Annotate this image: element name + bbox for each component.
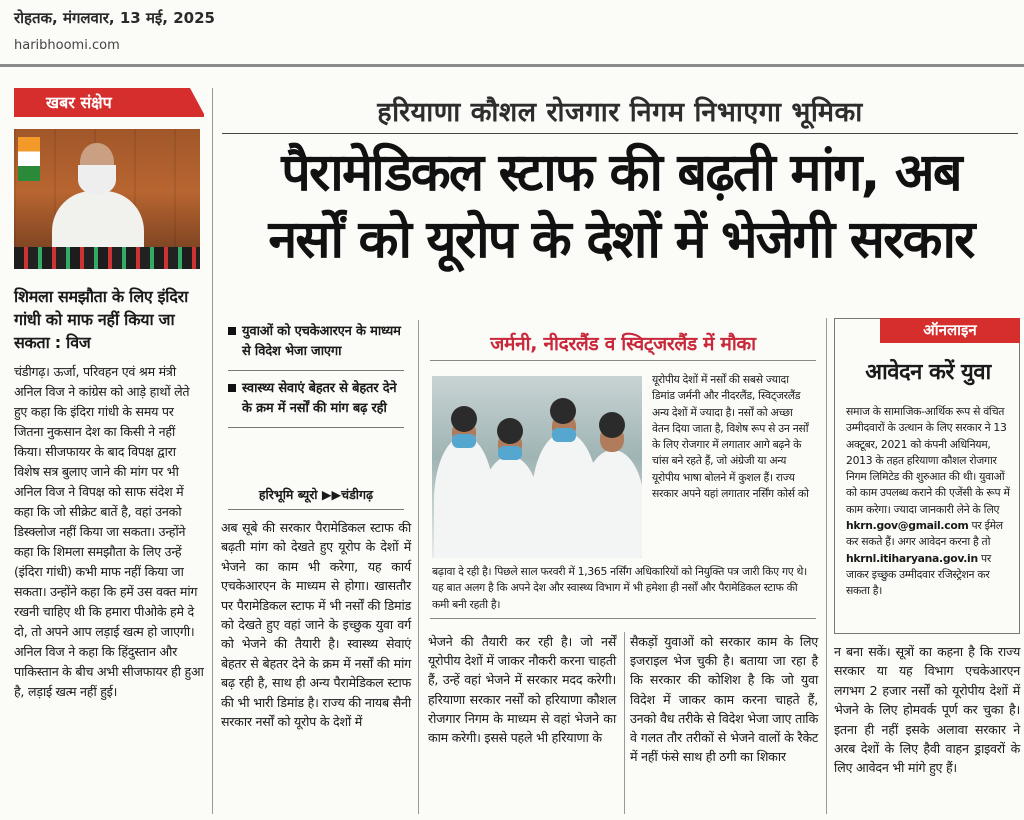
dateline: रोहतक, मंगलवार, 13 मई, 2025	[14, 9, 215, 27]
online-body-part: समाज के सामाजिक-आर्थिक रूप से वंचित उम्मीदवारों के उत्थान के लिए सरकार ने 13 अक्टूबर, 2021 को कंपनी अधिनियम, 2013 के तहत हरियाणा कौशल रोजगार निगम लिमिटेड की शुरुआत की थी। युवाओं को काम उपलब्ध कराने की एजेंसी के रूप में काम करेगा। ज्यादा जानकारी लेने के लिए	[846, 405, 1010, 516]
byline: हरिभूमि ब्यूरो ▶▶चंडीगढ़	[228, 486, 404, 510]
minister-photo	[14, 129, 200, 269]
website-link[interactable]: hkrnl.itiharyana.gov.in	[846, 551, 978, 565]
box-rule	[430, 360, 816, 361]
story-column-2: भेजने की तैयारी कर रही है। जो नर्सें यूरोपीय देशों में जाकर नौकरी करना चाहती हैं, उन्हें वहां भेजने में सरकार मदद करेगी। हरियाणा सरकार नर्सों को हरियाणा कौशल रोजगार निगम के माध्यम से वहां भेजने का काम करेगी। इससे पहले भी हरियाणा के	[428, 634, 616, 746]
online-title: आवेदन करें युवा	[865, 360, 991, 385]
sub-headline: जर्मनी, नीदरलैंड व स्विट्जरलैंड में मौका	[490, 333, 756, 355]
photo-side-text: यूरोपीय देशों में नर्सों की सबसे ज्यादा डिमांड जर्मनी और नीदरलैंड, स्विट्जरलैंड अन्य देशों में ज्यादा है। नर्सों को अच्छा वेतन दिया जाता है, विशेष रूप से उन नर्सों के लिए रोजगार में लगातार आगे बढ़ने के चांस बने रहते हैं, जो अंग्रेजी या अन्य यूरोपीय भाषा बोलने में कुशल हैं। राज्य सरकार अपने यहां लगातार नर्सिंग कोर्स को	[652, 373, 809, 501]
column-divider	[418, 320, 419, 814]
nurses-photo	[432, 376, 642, 558]
main-headline-line1: पैरामेडिकल स्टाफ की बढ़ती मांग, अब	[281, 143, 961, 203]
column-divider	[212, 88, 213, 814]
box-bottom-rule	[430, 618, 816, 619]
online-body-part: पर ईमेल कर सकते हैं। अगर आवेदन करना है तो	[846, 519, 1003, 549]
brief-headline: शिमला समझौता के लिए इंदिरा गांधी को माफ नहीं किया जा सकता : विज	[14, 287, 188, 352]
email-link[interactable]: hkrn.gov@gmail.com	[846, 519, 969, 533]
masthead	[14, 8, 215, 53]
flag-icon	[18, 137, 40, 181]
online-body-part: पर जाकर इच्छुक उम्मीदवार रजिस्ट्रेशन कर सकता है।	[846, 551, 991, 598]
brief-body: चंडीगढ़। ऊर्जा, परिवहन एवं श्रम मंत्री अनिल विज ने कांग्रेस को आड़े हाथों लेते हुए कहा कि इंदिरा गांधी के समय पर जितना नुकसान देश का किसी ने नहीं किया। सीजफायर के बाद विपक्ष द्वारा विशेष सत्र बुलाए जाने की मांग पर भी अनिल विज ने विपक्ष को साफ संदेश में कहा कि जो सीक्रेट बातें है, वहां उनको डिस्क्लोज नहीं किया जा सकता। उन्होंने कहा कि शिमला समझौता के लिए उन्हें (इंदिरा गांधी) कभी माफ नहीं किया जा सकता। उन्होंने कहा कि हमें उस वक्त मांग रखनी चाहिए थी कि हमारा पीओके हमे दे दो, तो अपने आप लड़ाई खत्म हो जाएगी। अनिल विज ने कहा कि हिंदुस्तान और पाकिस्तान के बीच अभी सीजफायर ही हुआ है, लड़ाई खत्म नहीं हुई।	[14, 364, 204, 699]
main-headline	[218, 140, 1024, 274]
main-headline-line2: नर्सों को यूरोप के देशों में भेजेगी सरकार	[268, 210, 974, 270]
story-column-3: सैकड़ों युवाओं को सरकार काम के लिए इजराइल भेज चुकी है। बताया जा रहा है कि सरकार की कोशिश है कि जो युवा विदेश में जाकर काम करना चाहते हैं, उनको वैध तरीके से विदेश भेजा जाए ताकि वे गलत तौर तरीकों से भेजने वालों के रैकेट में नहीं फंसे साथ ही ठगी का शिकार	[630, 634, 818, 765]
highlights	[228, 322, 404, 436]
online-tag: ऑनलाइन	[880, 318, 1020, 343]
news-brief-banner: खबर संक्षेप	[14, 88, 204, 117]
box-text: बढ़ावा दे रही है। पिछले साल फरवरी में 1,365 नर्सिंग अधिकारियों को नियुक्ति पत्र जारी किए गए थे। यह बात अलग है कि अपने देश और स्वास्थ्य विभाग में भी हमेशा ही नर्सों और पैरामेडिकल स्टाफ की कमी बनी रहती है।	[432, 565, 807, 611]
microphones	[14, 247, 200, 269]
site-url[interactable]: haribhoomi.com	[14, 38, 120, 53]
column-divider	[624, 632, 625, 814]
highlight-item: युवाओं को एचकेआरएन के माध्यम से विदेश भेजा जाएगा	[228, 322, 404, 371]
news-brief-column	[14, 88, 204, 702]
highlight-item: स्वास्थ्य सेवाएं बेहतर से बेहतर देने के क्रम में नर्सों की मांग बढ़ रही	[228, 379, 404, 428]
story-column-4: न बना सकें। सूत्रों का कहना है कि राज्य सरकार या यह विभाग एचकेआरएन लगभग 2 हजार नर्सों को यूरोपीय देशों में भेजने के लिए होमवर्क पूर्ण कर चुका है। इतना ही नहीं इसके अलावा सरकार ने अरब देशों के लिए हैवी वाहन ड्राइवरों के लिए आवेदन भी मांगे हुए हैं।	[834, 644, 1020, 776]
kicker-headline: हरियाणा कौशल रोजगार निगम निभाएगा भूमिका	[222, 92, 1018, 134]
online-body	[846, 404, 1012, 600]
top-rule	[0, 64, 1024, 67]
column-divider	[826, 318, 827, 814]
story-column-1: अब सूबे की सरकार पैरामेडिकल स्टाफ की बढ़ती मांग को देखते हुए यूरोप के देशों में भेजने का काम भी करेगा, यह कार्य एचकेआरएन के माध्यम से होगा। खासतौर पर पैरामेडिकल स्टाफ में भी नर्सों की डिमांड को देखते हुए वहां जाने के इच्छुक युवा वर्ग को भेजने की तैयारी है। स्वास्थ्य सेवाएं बेहतर से बेहतर देने के क्रम में नर्सों की मांग बढ़ रही है, साथ ही अन्य पैरामेडिकल स्टाफ की भी भारी डिमांड है। राज्य की नायब सैनी सरकार नर्सों को यूरोप के देशों में	[221, 520, 411, 730]
